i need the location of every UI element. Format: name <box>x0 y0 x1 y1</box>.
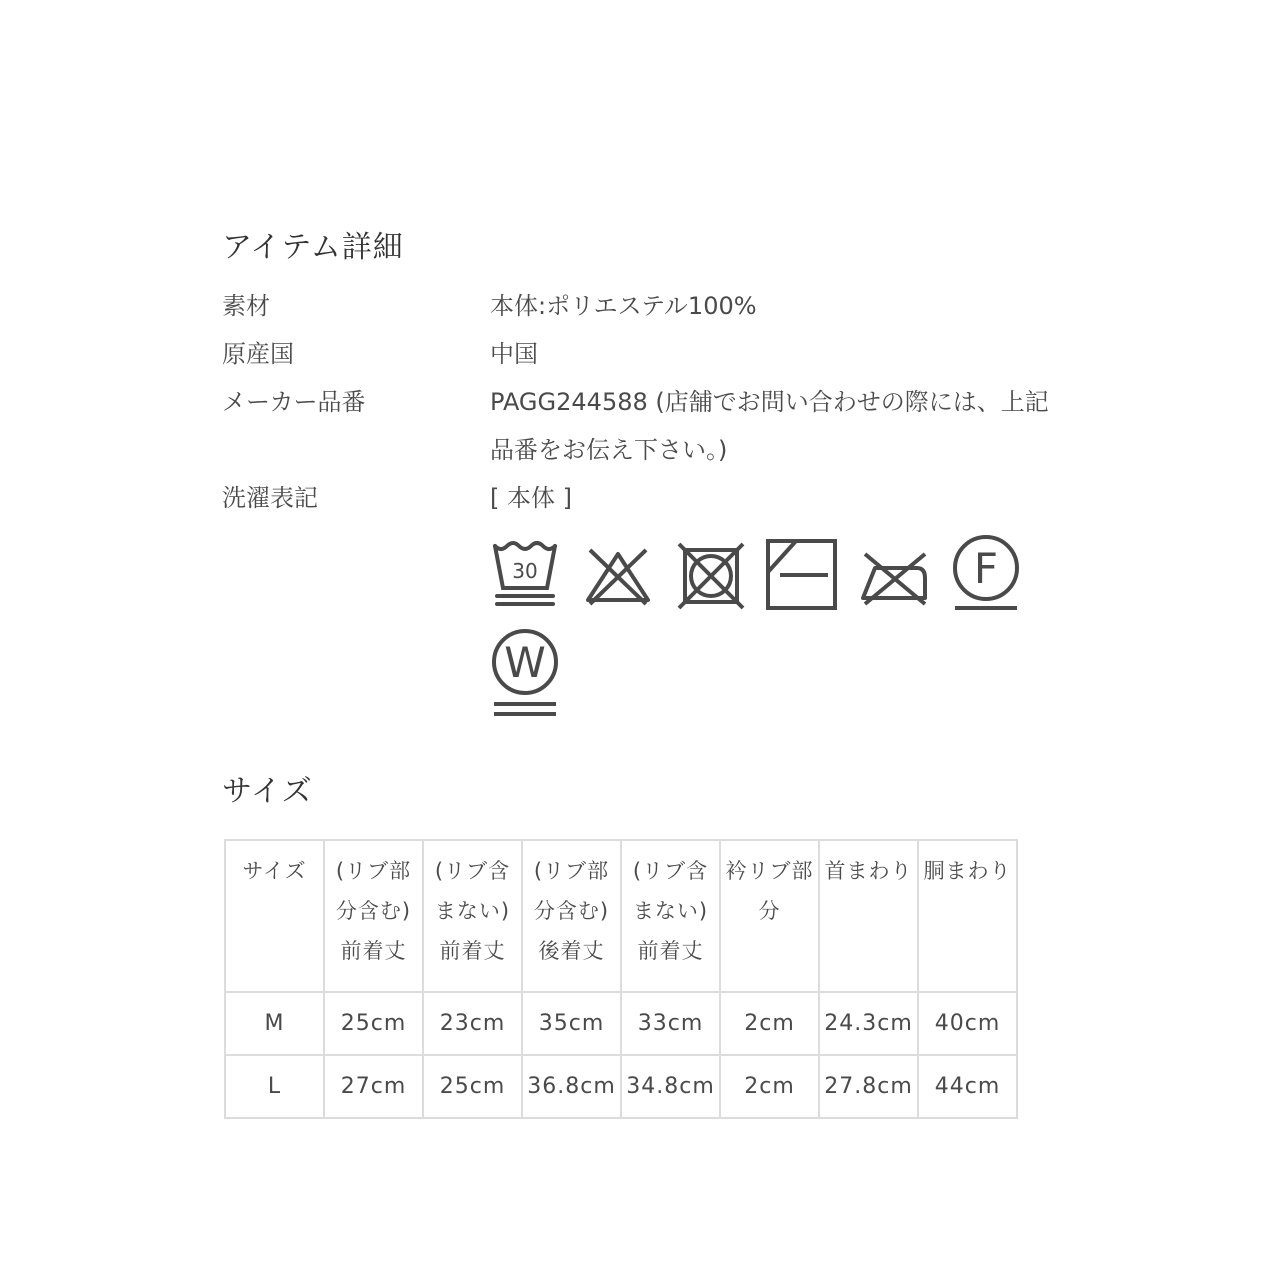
spec-value: 中国 <box>490 340 538 368</box>
header-cell-front-length-excl-rib: (リブ含 まない) 前着丈 <box>423 840 522 992</box>
size-cell: 2cm <box>720 992 819 1055</box>
size-table <box>224 839 1018 1119</box>
wet-clean-label: W <box>504 638 546 687</box>
dry-clean-f-icon <box>950 532 1022 612</box>
size-cell: 2cm <box>720 1055 819 1118</box>
wash-tub-30-icon <box>489 538 561 618</box>
size-cell: 36.8cm <box>522 1055 621 1118</box>
spec-value-line: 品番をお伝え下さい。) <box>490 436 728 464</box>
header-cell-front-length-incl-rib: (リブ部 分含む) 前着丈 <box>324 840 423 992</box>
no-bleach-icon <box>582 538 654 618</box>
size-cell: 25cm <box>423 1055 522 1118</box>
size-cell: M <box>225 992 324 1055</box>
size-table-row <box>225 992 1017 1055</box>
size-table-row <box>225 1055 1017 1118</box>
size-cell: 27cm <box>324 1055 423 1118</box>
no-iron-icon <box>859 538 931 618</box>
header-cell-size: サイズ <box>225 840 324 992</box>
size-cell: 24.3cm <box>819 992 918 1055</box>
size-cell: L <box>225 1055 324 1118</box>
spec-label: メーカー品番 <box>222 388 366 416</box>
spec-value: 本体:ポリエステル100% <box>490 292 757 320</box>
size-cell: 34.8cm <box>621 1055 720 1118</box>
wash-temp-label: 30 <box>512 559 538 583</box>
spec-value-line: PAGG244588 (店舗でお問い合わせの際には、上記 <box>490 388 1049 416</box>
header-cell-back-length-incl-rib: (リブ部 分含む) 後着丈 <box>522 840 621 992</box>
no-tumble-dry-icon <box>675 538 747 618</box>
header-cell-neck: 首まわり <box>819 840 918 992</box>
spec-label: 洗濯表記 <box>222 484 318 512</box>
spec-value <box>490 378 1150 474</box>
wet-clean-w-icon <box>489 626 561 720</box>
line-dry-shade-icon <box>766 538 838 618</box>
header-cell-front-length-excl-rib-2: (リブ含 まない) 前着丈 <box>621 840 720 992</box>
size-cell: 33cm <box>621 992 720 1055</box>
header-cell-waist: 胴まわり <box>918 840 1017 992</box>
size-cell: 25cm <box>324 992 423 1055</box>
size-cell: 44cm <box>918 1055 1017 1118</box>
spec-value: [ 本体 ] <box>490 484 572 512</box>
spec-label: 原産国 <box>222 340 294 368</box>
size-cell: 23cm <box>423 992 522 1055</box>
size-table-header-row <box>225 840 1017 992</box>
size-cell: 27.8cm <box>819 1055 918 1118</box>
spec-label: 素材 <box>222 292 270 320</box>
size-title: サイズ <box>222 774 313 809</box>
header-cell-collar-rib: 衿リブ部 分 <box>720 840 819 992</box>
dry-clean-label: F <box>973 544 999 593</box>
item-details-title: アイテム詳細 <box>222 230 404 265</box>
size-cell: 35cm <box>522 992 621 1055</box>
size-cell: 40cm <box>918 992 1017 1055</box>
